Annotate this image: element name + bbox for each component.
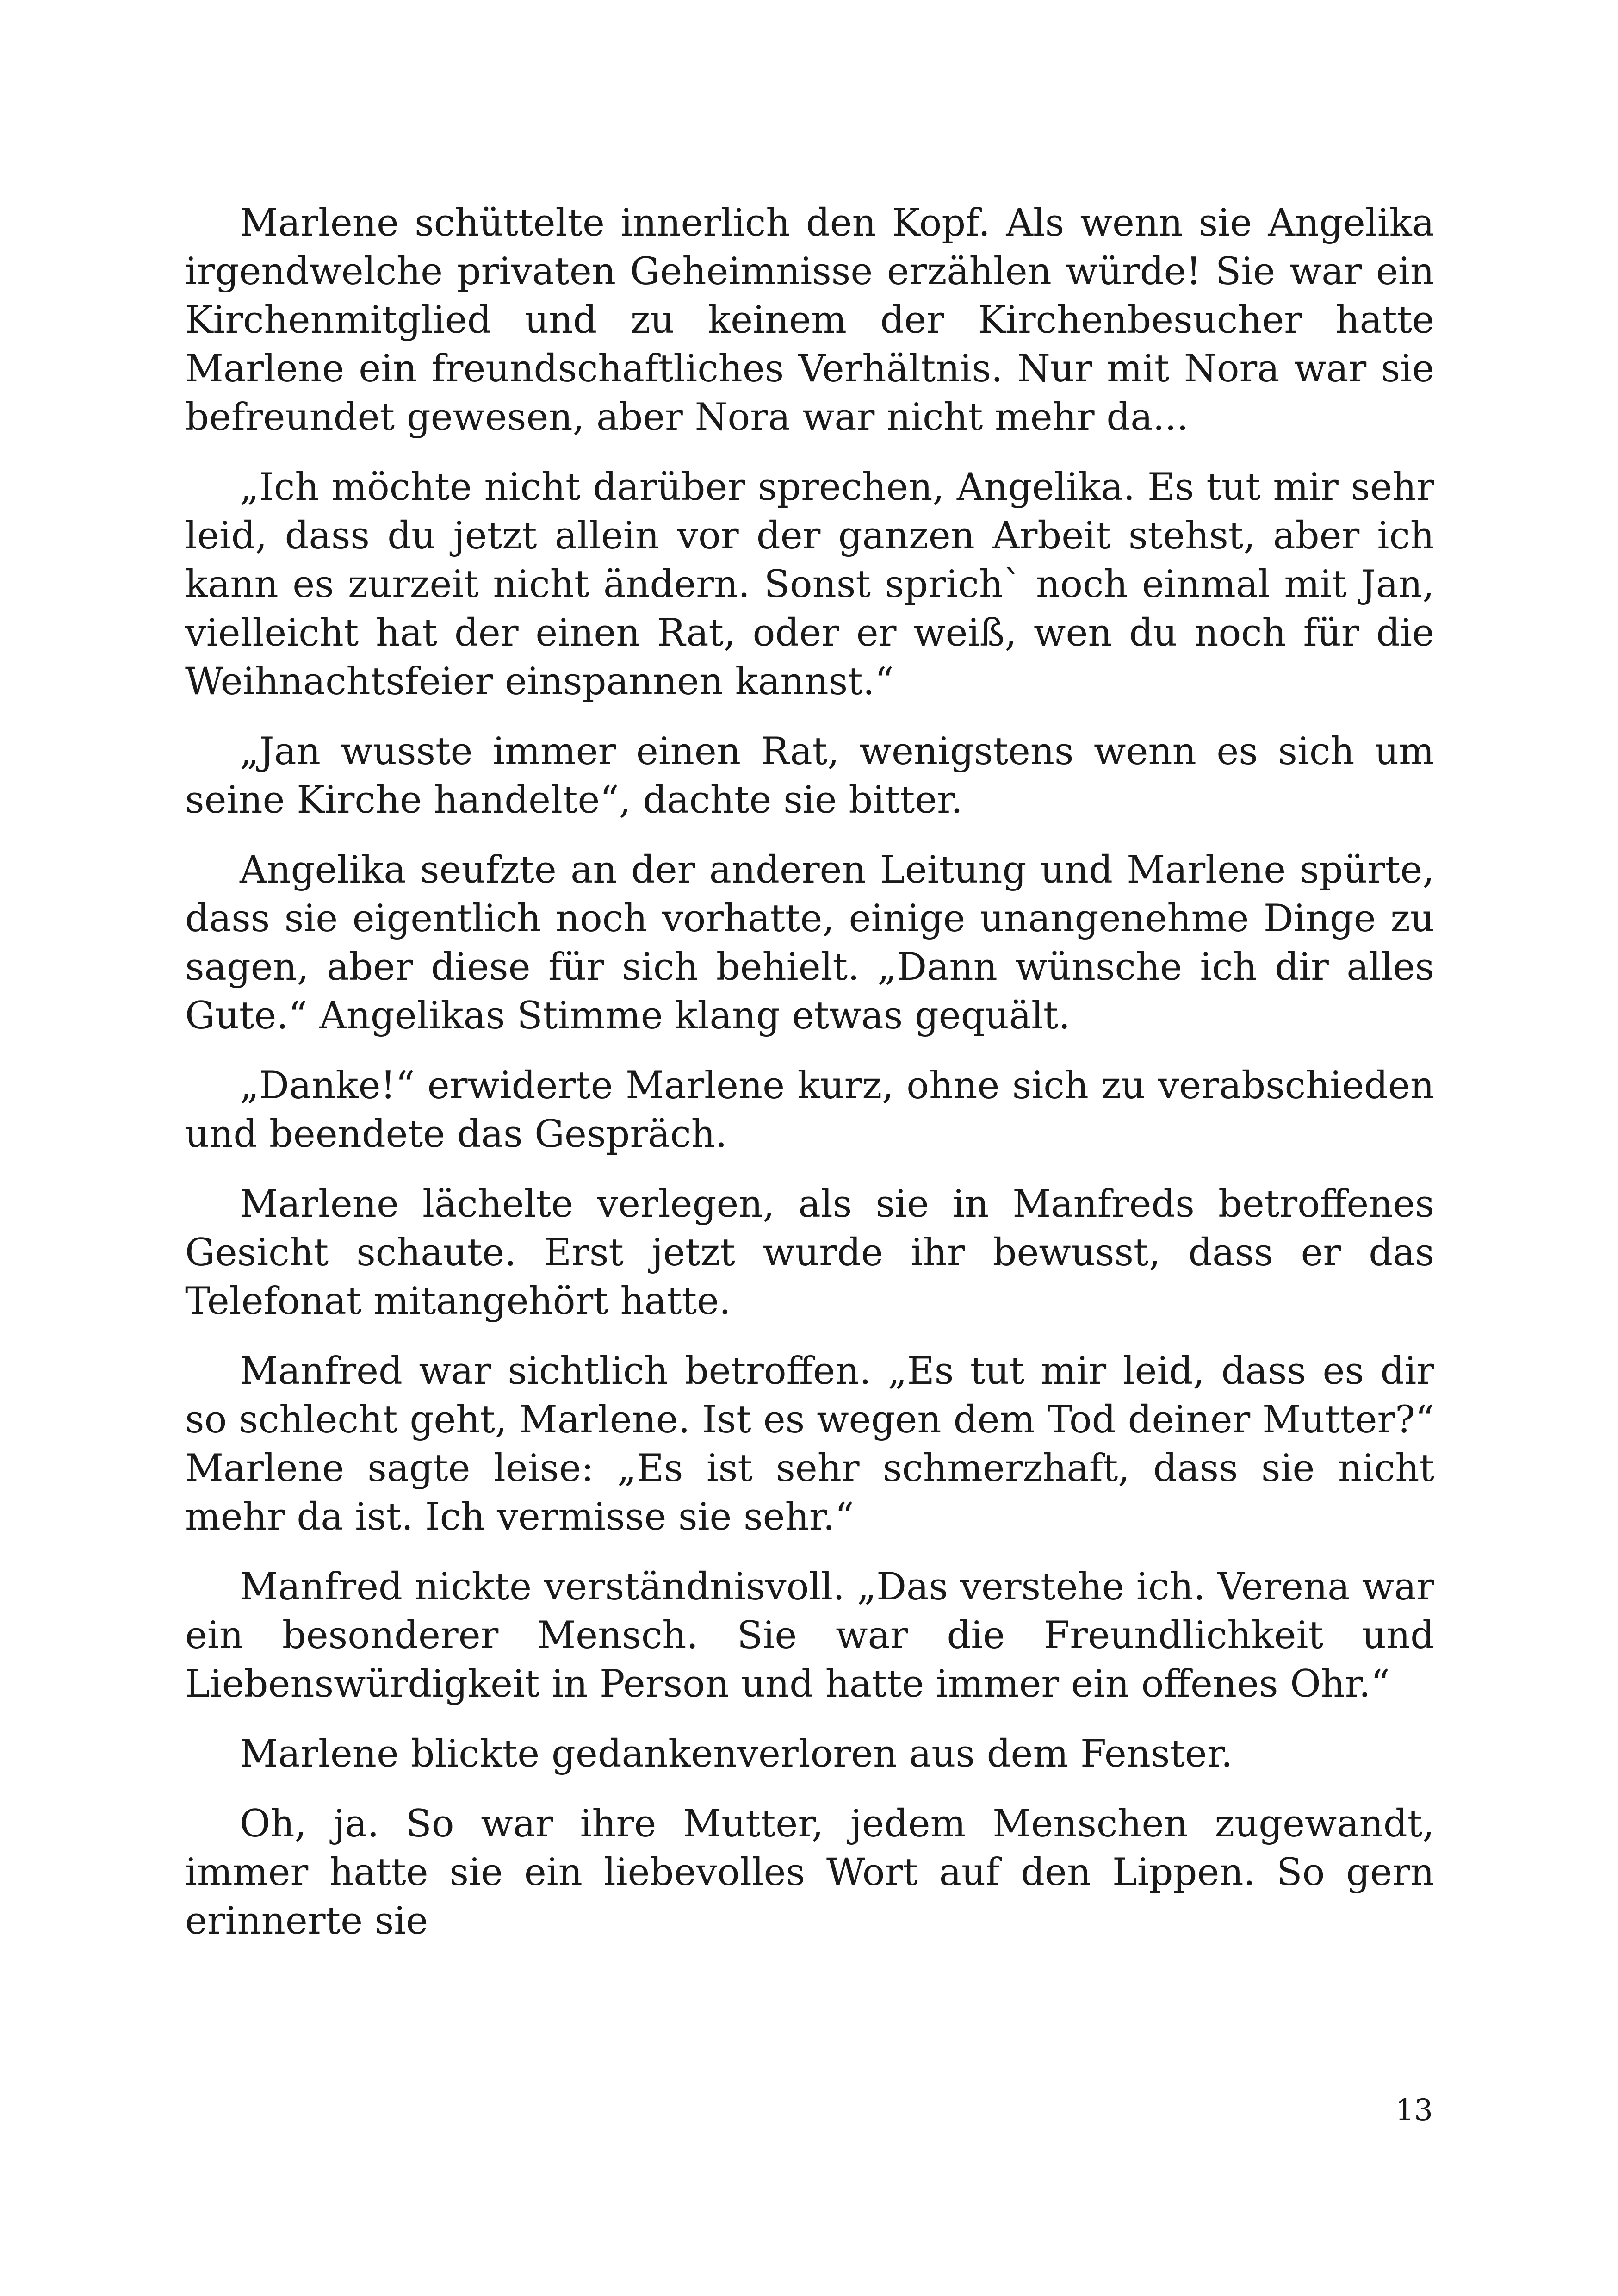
body-text [185, 199, 1434, 1967]
page-number: 13 [1395, 2093, 1433, 2128]
paragraph: Manfred war sichtlich betroffen. „Es tut mir leid, dass es dir so schlecht geht, Marlene. Ist es wegen dem Tod deiner Mutter?“ Marlene sagte leise: „Es ist sehr schmerzhaft, dass sie nicht mehr da ist. Ich vermisse sie sehr.“ [185, 1350, 1434, 1539]
paragraph: „Danke!“ erwiderte Marlene kurz, ohne sich zu verabschieden und beendete das Gespräch. [185, 1064, 1434, 1156]
paragraph: Marlene blickte gedankenverloren aus dem Fenster. [240, 1732, 1233, 1776]
paragraph: „Jan wusste immer einen Rat, wenigstens wenn es sich um seine Kirche handelte“, dachte sie bitter. [185, 730, 1434, 822]
paragraph: „Ich möchte nicht darüber sprechen, Angelika. Es tut mir sehr leid, dass du jetzt allein vor der ganzen Arbeit stehst, aber ich kann es zurzeit nicht ändern. Sonst sprich` noch einmal mit Jan, vielleicht hat der einen Rat, oder er weiß, wen du noch für die Weihnachtsfeier einspannen kannst.“ [185, 466, 1434, 703]
paragraph: Oh, ja. So war ihre Mutter, jedem Menschen zugewandt, immer hatte sie ein liebevolles Wort auf den Lippen. So gern erinnerte sie [185, 1802, 1434, 1943]
paragraph: Marlene schüttelte innerlich den Kopf. Als wenn sie Angelika irgendwelche privaten Geheimnisse erzählen würde! Sie war ein Kirchenmitglied und zu keinem der Kirchenbesucher hatte Marlene ein freundschaftliches Verhältnis. Nur mit Nora war sie befreundet gewesen, aber Nora war nicht mehr da... [185, 201, 1434, 439]
paragraph: Angelika seufzte an der anderen Leitung und Marlene spürte, dass sie eigentlich noch vorhatte, einige unangenehme Dinge zu sagen, aber diese für sich behielt. „Dann wünsche ich dir alles Gute.“ Angelikas Stimme klang etwas gequält. [185, 848, 1434, 1038]
paragraph: Manfred nickte verständnisvoll. „Das verstehe ich. Verena war ein besonderer Mensch. Sie war die Freundlichkeit und Liebenswürdigkeit in Person und hatte immer ein offenes Ohr.“ [185, 1565, 1434, 1706]
paragraph: Marlene lächelte verlegen, als sie in Manfreds betroffenes Gesicht schaute. Erst jetzt wurde ihr bewusst, dass er das Telefonat mitangehört hatte. [185, 1182, 1434, 1323]
